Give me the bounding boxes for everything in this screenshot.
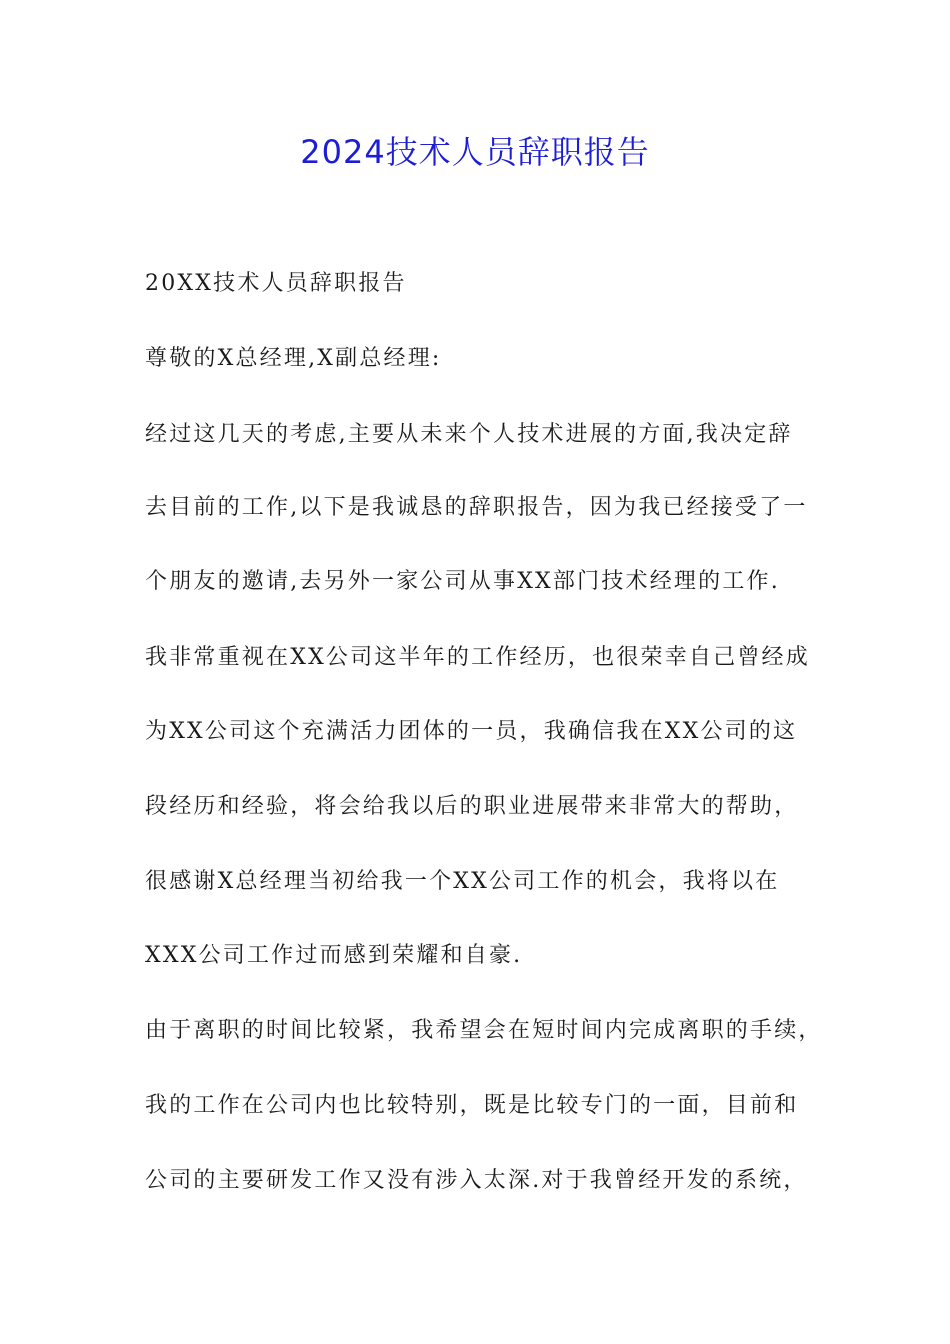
body-line: 个朋友的邀请,去另外一家公司从事XX部门技术经理的工作. (145, 569, 780, 594)
body-line: 去目前的工作,以下是我诚恳的辞职报告，因为我已经接受了一 (145, 495, 808, 520)
body-line: 经过这几天的考虑,主要从未来个人技术进展的方面,我决定辞 (145, 422, 793, 447)
body-line: 由于离职的时间比较紧，我希望会在短时间内完成离职的手续， (145, 1018, 823, 1043)
body-line: 尊敬的X总经理,X副总经理: (145, 346, 442, 371)
body-line: 段经历和经验，将会给我以后的职业进展带来非常大的帮助， (145, 794, 799, 819)
body-line: 为XX公司这个充满活力团体的一员，我确信我在XX公司的这 (145, 719, 798, 744)
document-title: 2024技术人员辞职报告 (300, 133, 650, 171)
body-line: 公司的主要研发工作又没有涉入太深.对于我曾经开发的系统， (145, 1168, 808, 1193)
body-line: XXX公司工作过而感到荣耀和自豪. (145, 943, 523, 968)
body-line: 我的工作在公司内也比较特别，既是比较专门的一面，目前和 (145, 1093, 799, 1118)
body-line: 我非常重视在XX公司这半年的工作经历，也很荣幸自己曾经成 (145, 645, 810, 670)
body-line: 20XX技术人员辞职报告 (145, 271, 407, 296)
body-line: 很感谢X总经理当初给我一个XX公司工作的机会，我将以在 (145, 869, 780, 894)
